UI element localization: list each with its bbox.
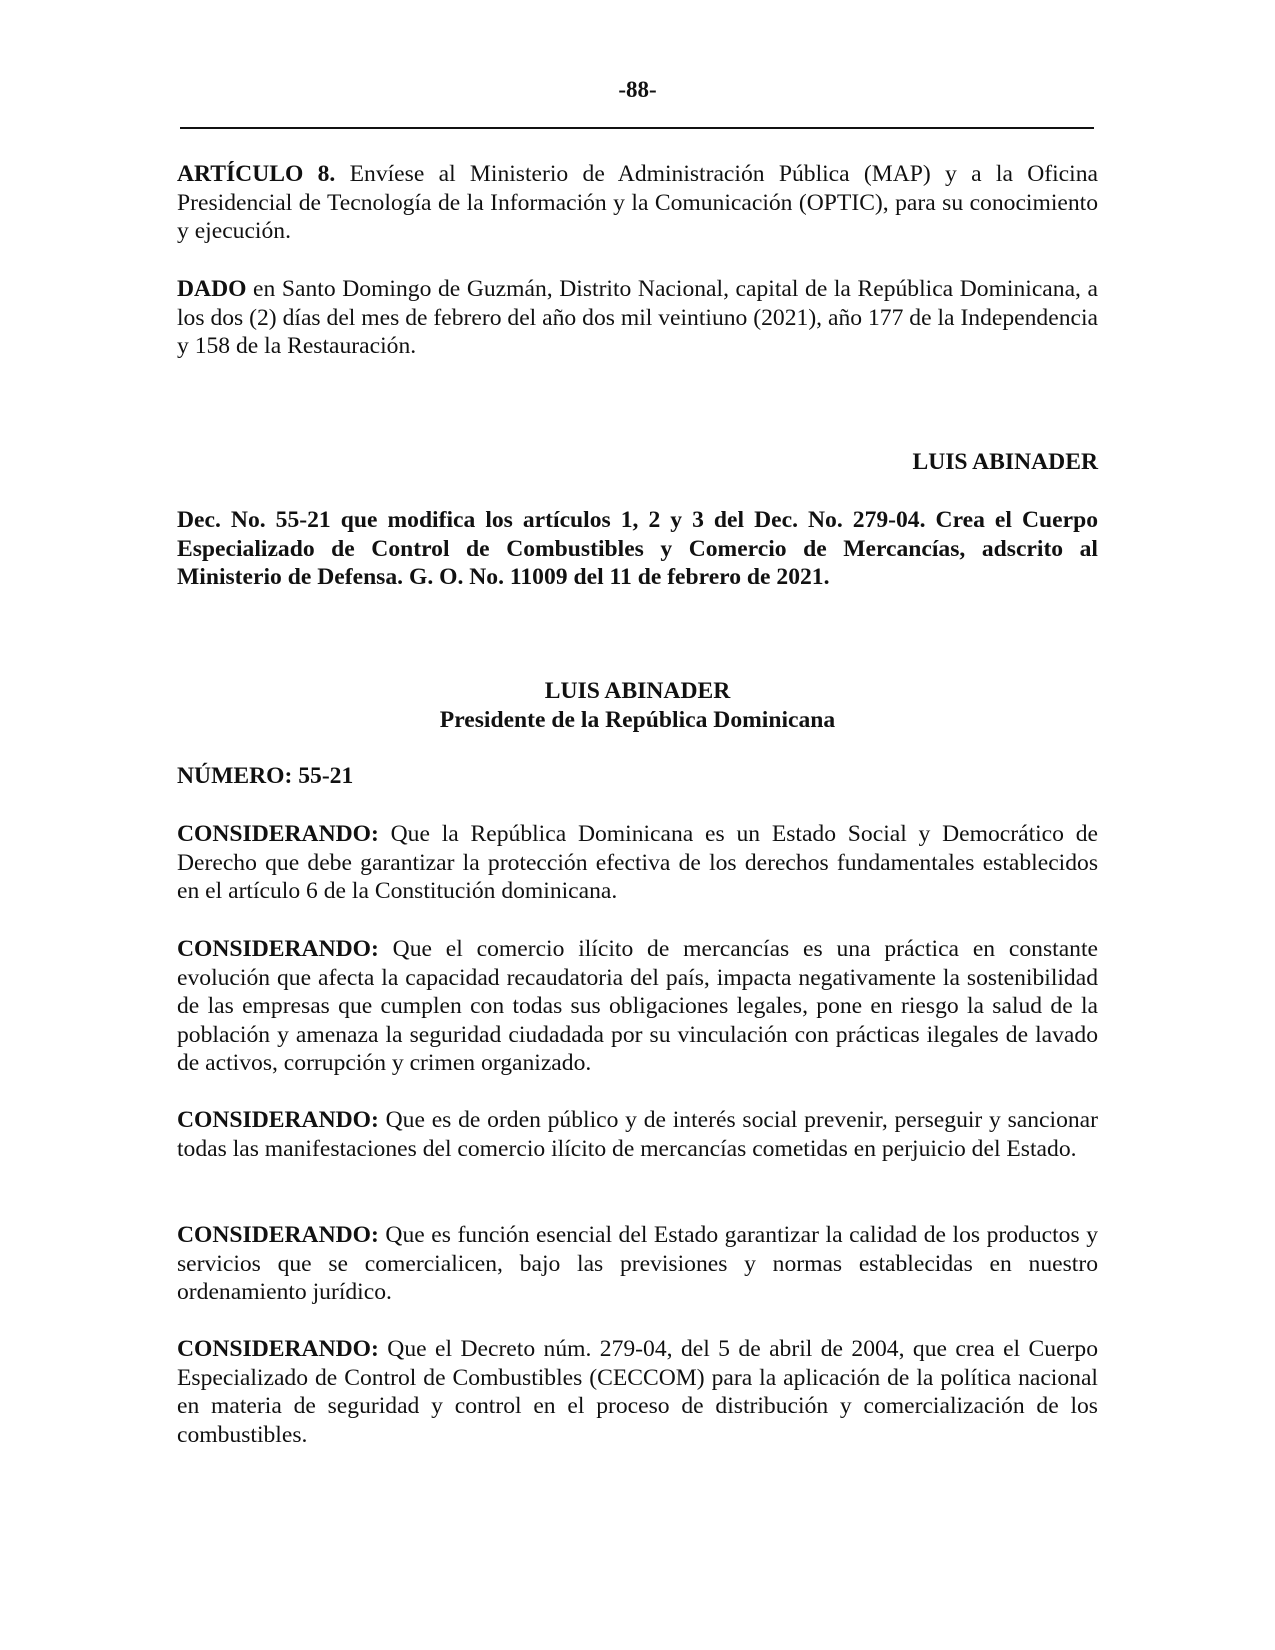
articulo-8-label: ARTÍCULO 8. — [177, 161, 336, 187]
signature-name: LUIS ABINADER — [912, 449, 1098, 475]
considerando-text: Que es función esencial del Estado garantizar la calidad de los productos y servicios que se comercialicen, bajo las previsiones y normas establecidas en nuestro ordenamiento jurídico. — [177, 1222, 1098, 1305]
considerando-paragraph — [177, 1335, 1098, 1449]
considerando-text: Que el comercio ilícito de mercancías es una práctica en constante evolución que afecta la capacidad recaudatoria del país, impacta negativamente la sostenibilidad de las empresas que cumplen con todas sus obligaciones legales, pone en riesgo la salud de la población y amenaza la seguridad ciudadada por su vinculación con prácticas ilegales de lavado de activos, corrupción y crimen organizado. — [177, 936, 1098, 1076]
articulo-8-paragraph — [177, 160, 1098, 246]
considerando-label: CONSIDERANDO: — [177, 1336, 379, 1362]
dado-paragraph — [177, 275, 1098, 361]
considerando-paragraph — [177, 1221, 1098, 1307]
considerando-label: CONSIDERANDO: — [177, 1107, 379, 1133]
articulo-8-text: Envíese al Ministerio de Administración Pública (MAP) y a la Oficina Presidencial de Tecnología de la Información y la Comunicación (OPTIC), para su conocimiento y ejecución. — [177, 161, 1098, 244]
heading-president-title: Presidente de la República Dominicana — [439, 707, 836, 733]
considerando-label: CONSIDERANDO: — [177, 821, 379, 847]
considerando-paragraph — [177, 820, 1098, 906]
page-number: -88- — [618, 77, 657, 102]
dado-text: en Santo Domingo de Guzmán, Distrito Nacional, capital de la República Dominicana, a los dos (2) días del mes de febrero del año dos mil veintiuno (2021), año 177 de la Independencia y 158 de la Restauración. — [177, 276, 1098, 359]
considerando-text: Que la República Dominicana es un Estado Social y Democrático de Derecho que debe garantizar la protección efectiva de los derechos fundamentales establecidos en el artículo 6 de la Constitución dominicana. — [177, 821, 1098, 904]
dado-label: DADO — [177, 276, 247, 302]
decree-summary: Dec. No. 55-21 que modifica los artículos 1, 2 y 3 del Dec. No. 279-04. Crea el Cuerpo Especializado de Control de Combustibles y Comercio de Mercancías, adscrito al Ministerio de Defensa. G. O. No. 11009 del 11 de febrero de 2021. — [177, 507, 1098, 590]
considerando-text: Que el Decreto núm. 279-04, del 5 de abril de 2004, que crea el Cuerpo Especializado de Control de Combustibles (CECCOM) para la aplicación de la política nacional en materia de seguridad y control en el proceso de distribución y comercialización de los combustibles. — [177, 1336, 1098, 1448]
heading-president-name: LUIS ABINADER — [544, 678, 731, 704]
considerando-label: CONSIDERANDO: — [177, 936, 379, 962]
considerando-paragraph — [177, 1106, 1098, 1163]
considerando-paragraph — [177, 935, 1098, 1078]
header-rule — [180, 127, 1094, 129]
considerando-label: CONSIDERANDO: — [177, 1222, 379, 1248]
decree-number: NÚMERO: 55-21 — [177, 763, 354, 789]
considerando-text: Que es de orden público y de interés social prevenir, perseguir y sancionar todas las manifestaciones del comercio ilícito de mercancías cometidas en perjuicio del Estado. — [177, 1107, 1098, 1162]
